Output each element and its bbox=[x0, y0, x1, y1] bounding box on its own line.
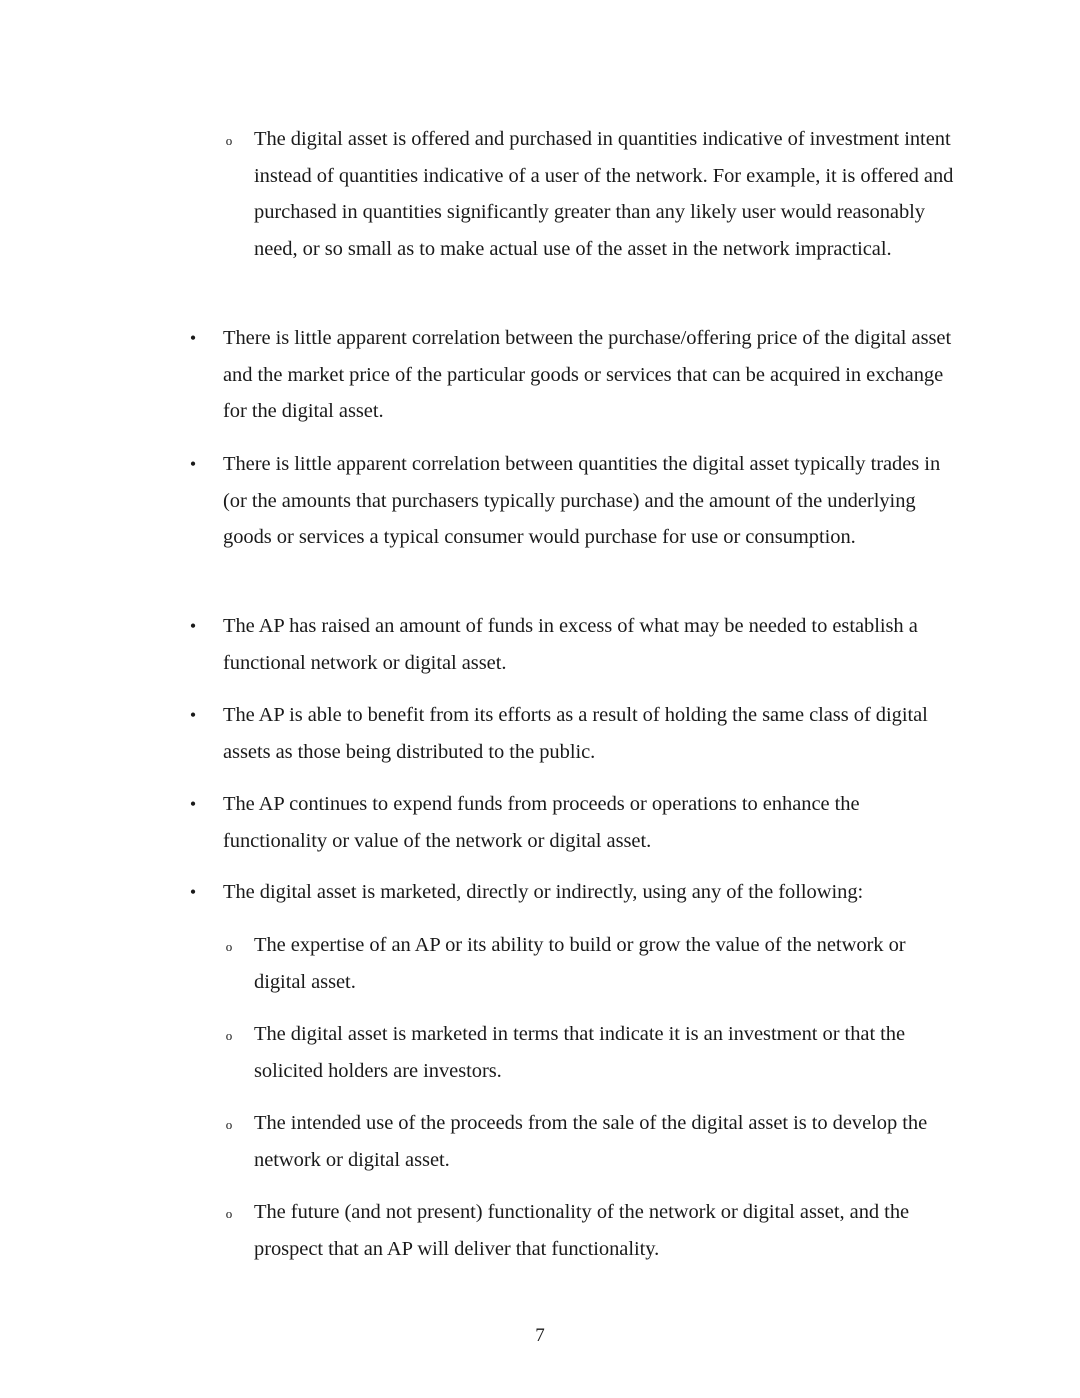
bullet-icon: • bbox=[189, 794, 197, 814]
item-text: The digital asset is marketed in terms that indicate it is an investment or that the solicited holders are investors. bbox=[254, 1023, 906, 1082]
bullet-icon: • bbox=[189, 454, 197, 474]
bullet-item bbox=[189, 446, 955, 556]
item-text: The AP continues to expend funds from proceeds or operations to enhance the functionality or value of the network or digital asset. bbox=[223, 793, 860, 852]
item-text: The intended use of the proceeds from the sale of the digital asset is to develop the network or digital asset. bbox=[254, 1112, 928, 1171]
hollow-bullet-icon: o bbox=[225, 1028, 233, 1043]
item-text: The AP has raised an amount of funds in excess of what may be needed to establish a functional network or digital asset. bbox=[223, 615, 918, 674]
item-text: There is little apparent correlation between quantities the digital asset typically trades in (or the amounts that purchasers typically purchase) and the amount of the underlying goods or services a typical consumer would purchase for use or consumption. bbox=[223, 453, 941, 549]
bullet-item bbox=[189, 786, 955, 859]
sub-bullet-item bbox=[225, 121, 954, 267]
bullet-icon: • bbox=[189, 882, 197, 902]
item-text: There is little apparent correlation between the purchase/offering price of the digital asset and the market price of the particular goods or services that can be acquired in exchange for the digital asset. bbox=[223, 327, 952, 423]
page-number: 7 bbox=[535, 1325, 545, 1346]
bullet-icon: • bbox=[189, 705, 197, 725]
sub-bullet-item bbox=[225, 1194, 954, 1267]
bullet-item bbox=[189, 874, 955, 911]
bullet-item bbox=[189, 697, 955, 770]
item-text: The future (and not present) functionality of the network or digital asset, and the prospect that an AP will deliver that functionality. bbox=[254, 1201, 910, 1260]
item-text: The digital asset is offered and purchased in quantities indicative of investment intent instead of quantities indicative of a user of the network. For example, it is offered and purchased in quantities significantly greater than any likely user would reasonably need, or so small as to make actual use of the asset in the network impractical. bbox=[254, 128, 954, 260]
sub-bullet-item bbox=[225, 1105, 954, 1178]
hollow-bullet-icon: o bbox=[225, 1117, 233, 1132]
item-text: The digital asset is marketed, directly or indirectly, using any of the following: bbox=[223, 881, 864, 903]
bullet-item bbox=[189, 320, 955, 430]
item-text: The AP is able to benefit from its efforts as a result of holding the same class of digital assets as those being distributed to the public. bbox=[223, 704, 928, 763]
sub-bullet-item bbox=[225, 927, 954, 1000]
hollow-bullet-icon: o bbox=[225, 1206, 233, 1221]
hollow-bullet-icon: o bbox=[225, 939, 233, 954]
hollow-bullet-icon: o bbox=[225, 133, 233, 148]
item-text: The expertise of an AP or its ability to build or grow the value of the network or digital asset. bbox=[254, 934, 906, 993]
bullet-icon: • bbox=[189, 616, 197, 636]
bullet-icon: • bbox=[189, 328, 197, 348]
sub-bullet-item bbox=[225, 1016, 954, 1089]
bullet-item bbox=[189, 608, 955, 681]
